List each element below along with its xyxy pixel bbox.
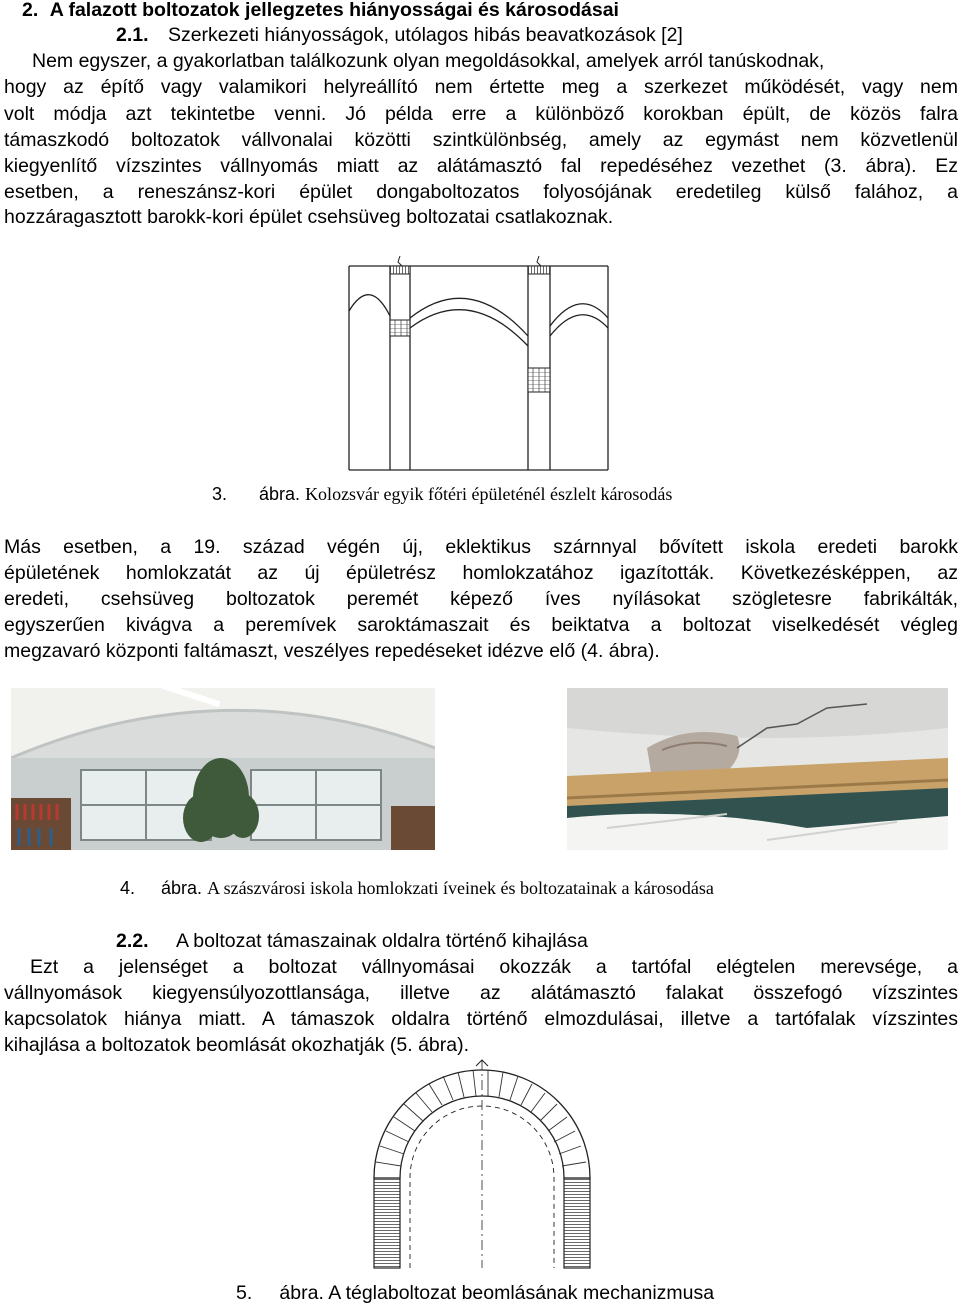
figure-label: ábra. <box>279 1282 324 1304</box>
paragraph-line: épületének homlokzatát az új épületrész homlokzatához igazították. Következésképpen, az <box>4 562 958 584</box>
subsection-title: Szerkezeti hiányosságok, utólagos hibás beavatkozások [2] <box>167 24 683 46</box>
paragraph-line: eredeti, csehsüveg boltozatok peremét képező íves nyílásokat szögletesre fabrikálták, <box>4 588 958 610</box>
subsection-heading <box>116 928 588 954</box>
paragraph-line: vállnyomások kiegyensúlyozottlansága, illetve az alátámasztó falakat összefogó vízszintes <box>4 982 958 1004</box>
subsection-heading <box>116 22 683 48</box>
brick-vault-drawing <box>352 1058 608 1280</box>
subsection-title: A boltozat támaszainak oldalra történő kihajlása <box>175 930 588 952</box>
paragraph-line: volt módja azt tekintetbe venni. Jó példa erre a különböző korokban épült, de közös falra <box>4 103 958 125</box>
paragraph-line: egyszerűen kivágva a peremívek saroktámaszait és beiktatva a boltozat viselkedését végleg <box>4 614 958 636</box>
library-interior-photo <box>11 688 435 850</box>
paragraph-line: Nem egyszer, a gyakorlatban találkozunk olyan megoldásokkal, amelyek arról tanúskodnak, <box>32 50 825 72</box>
paragraph-line: Ezt a jelenséget a boltozat vállnyomásai okozzák a tartófal elégtelen merevsége, a <box>30 956 958 978</box>
section-title: A falazott boltozatok jellegzetes hiányosságai és károsodásai <box>49 0 619 21</box>
paragraph-line: esetben, a reneszánsz-kori épület dongaboltozatos folyosójának eredetileg külső falához, a <box>4 181 958 203</box>
figure-caption-text: A téglaboltozat beomlásának mechanizmusa <box>328 1282 715 1304</box>
figure-caption-text: A szászvárosi iskola homlokzati íveinek és boltozatainak a károsodása <box>207 878 714 898</box>
section-number: 2. <box>22 0 39 21</box>
figure-number: 5. <box>236 1282 253 1304</box>
cracked-ceiling-photo <box>567 688 948 850</box>
figure-number: 3. <box>212 484 228 504</box>
subsection-number: 2.1. <box>116 24 149 46</box>
figure-label: ábra. <box>259 484 301 504</box>
figure-caption-text: Kolozsvár egyik főtéri épületénél észlelt károsodás <box>305 484 673 504</box>
paragraph-line: megzavaró központi faltámaszt, veszélyes repedéseket idézve elő (4. ábra). <box>4 640 660 662</box>
paragraph-line: Más esetben, a 19. század végén új, eklektikus szárnnyal bővített iskola eredeti barokk <box>4 536 958 558</box>
subsection-number: 2.2. <box>116 930 149 952</box>
section-heading <box>22 0 619 23</box>
vault-wall-drawing <box>344 256 614 476</box>
figure-label: ábra. <box>161 878 203 898</box>
paragraph-line: támaszkodó boltozatok vállvonalai közötti szintkülönbség, amely az egymást nem közvetlenül <box>4 129 958 151</box>
paragraph-line: kapcsolatok hiánya miatt. A támaszok oldalra történő elmozdulásai, illetve a tartófalak vízszintes <box>4 1008 958 1030</box>
paragraph-line: hogy az építő vagy valamikori helyreállító nem értette meg a szerkezet működését, vagy nem <box>4 76 958 98</box>
figure-3-caption <box>212 484 672 505</box>
figure-4-caption <box>120 878 714 899</box>
paragraph-line: kihajlása a boltozatok beomlását okozhatják (5. ábra). <box>4 1034 470 1056</box>
paragraph-line: kiegyenlítő vízszintes vállnyomás miatt az alátámasztó fal repedéséhez vezethet (3. ábra). Ez <box>4 155 958 177</box>
paragraph-line: hozzáragasztott barokk-kori épület csehsüveg boltozatai csatlakoznak. <box>4 206 614 228</box>
figure-5-caption <box>236 1282 714 1305</box>
figure-number: 4. <box>120 878 136 898</box>
